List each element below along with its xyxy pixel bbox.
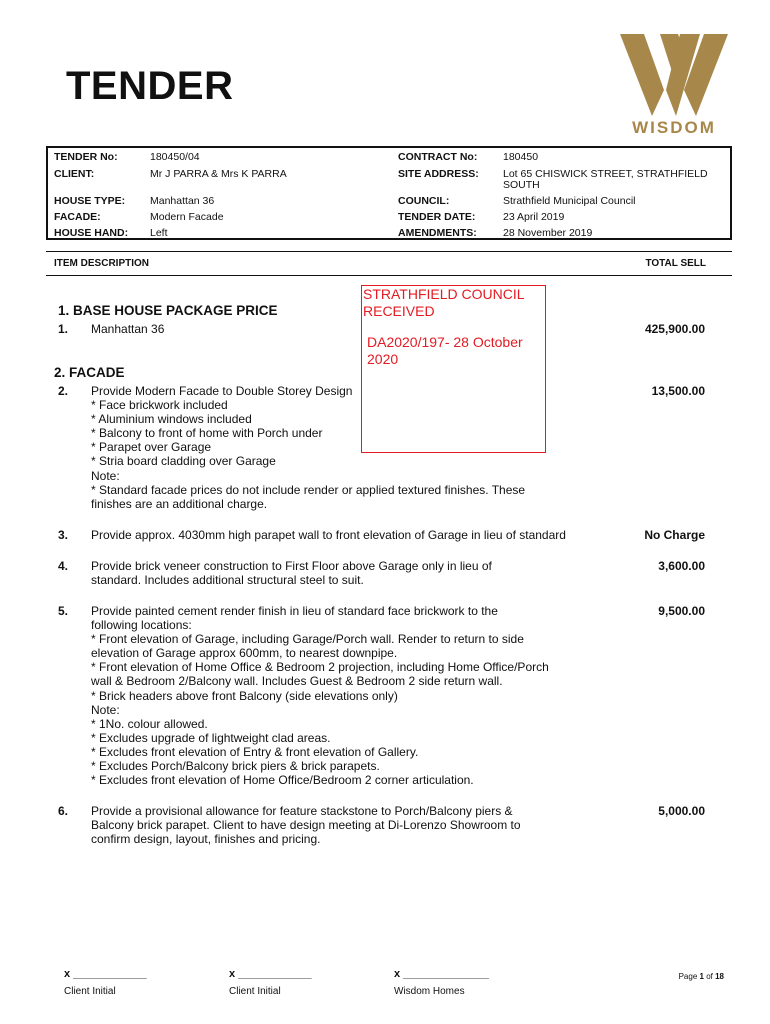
item-number: 6. — [58, 804, 69, 818]
item-description-header: ITEM DESCRIPTION — [54, 258, 150, 269]
house-hand-value: Left — [150, 227, 168, 239]
client-value: Mr J PARRA & Mrs K PARRA — [150, 168, 287, 180]
item-number: 4. — [58, 559, 69, 573]
stamp-line-1: STRATHFIELD COUNCIL — [363, 286, 525, 302]
house-type-label: HOUSE TYPE: — [54, 195, 126, 207]
client-label: CLIENT: — [54, 168, 95, 180]
council-label: COUNCIL: — [398, 195, 450, 207]
item-description: Provide Modern Facade to Double Storey Design * Face brickwork included * Aluminium windows included * Balcony to front of home with Porch under * Parapet over Garage * Stria board cladding over Garage Note: * Standard facade prices do not include render or applied textured finishes. These finishes are an additional charge. — [91, 384, 526, 511]
item-price: 9,500.00 — [658, 604, 705, 618]
tender-date-value: 23 April 2019 — [503, 211, 565, 223]
item-description: Manhattan 36 — [91, 322, 165, 336]
item-number: 1. — [58, 322, 69, 336]
amendments-value: 28 November 2019 — [503, 227, 593, 239]
amendments-label: AMENDMENTS: — [398, 227, 477, 239]
wisdom-logo — [620, 34, 728, 136]
stamp-line-3: DA2020/197- 28 October — [367, 334, 523, 350]
site-address-line2: SOUTH — [503, 179, 540, 191]
item-price: 425,900.00 — [644, 322, 705, 336]
site-address-line1: Lot 65 CHISWICK STREET, STRATHFIELD — [503, 168, 708, 180]
column-header-top-rule — [46, 251, 732, 252]
tender-no-value: 180450/04 — [150, 151, 200, 163]
document-title: TENDER — [66, 64, 234, 108]
page-number: Page 1 of 18 — [678, 972, 724, 981]
item-price: 3,600.00 — [658, 559, 705, 573]
column-header-bottom-rule — [46, 275, 732, 276]
item-price: 13,500.00 — [651, 384, 705, 398]
client-initial-label-1: Client Initial — [64, 986, 116, 997]
client-initial-signature-line-2[interactable]: x ____________ — [229, 968, 312, 980]
item-description: Provide painted cement render finish in lieu of standard face brickwork to the following locations: * Front elevation of Garage, including Garage/Porch wall. Render to return to side elevation of Garage approx 600mm, to nearest downpipe. * Front elevation of Home Office & Bedroom 2 projection, including Home Office/Porch wall & Bedroom 2/Balcony wall. Includes Guest & Bedroom 2 side return wall. * Brick headers above front Balcony (side elevations only) Note: * 1No. colour allowed. * Excludes upgrade of lightweight clad areas. * Excludes front elevation of Entry & front elevation of Gallery. * Excludes Porch/Balcony brick piers & brick parapets. * Excludes front elevation of Home Office/Bedroom 2 corner articulation. — [91, 604, 549, 788]
house-type-value: Manhattan 36 — [150, 195, 215, 207]
contract-no-label: CONTRACT No: — [398, 151, 478, 163]
item-description: Provide a provisional allowance for feature stackstone to Porch/Balcony piers & Balcony brick parapet. Client to have design meeting at Di-Lorenzo Showroom to confirm design, layout, finishes and pricing. — [91, 804, 521, 847]
wisdom-homes-signature-line[interactable]: x ______________ — [394, 968, 489, 980]
section-facade: 2. FACADE — [54, 365, 125, 380]
item-number: 2. — [58, 384, 69, 398]
total-sell-header: TOTAL SELL — [645, 258, 706, 269]
item-number: 3. — [58, 528, 69, 542]
client-initial-signature-line-1[interactable]: x ____________ — [64, 968, 147, 980]
facade-label: FACADE: — [54, 211, 101, 223]
tender-date-label: TENDER DATE: — [398, 211, 476, 223]
item-number: 5. — [58, 604, 69, 618]
contract-no-value: 180450 — [503, 151, 539, 163]
item-price: 5,000.00 — [658, 804, 705, 818]
section-base-house: 1. BASE HOUSE PACKAGE PRICE — [58, 303, 278, 318]
house-hand-label: HOUSE HAND: — [54, 227, 129, 239]
site-address-label: SITE ADDRESS: — [398, 168, 479, 180]
council-value: Strathfield Municipal Council — [503, 195, 636, 207]
facade-value: Modern Facade — [150, 211, 224, 223]
logo-wordmark: WISDOM — [632, 118, 716, 137]
stamp-line-4: 2020 — [367, 351, 399, 367]
wisdom-w-mark-icon — [620, 34, 728, 118]
client-initial-label-2: Client Initial — [229, 986, 281, 997]
tender-info-table — [46, 146, 732, 240]
tender-no-label: TENDER No: — [54, 151, 118, 163]
item-description: Provide approx. 4030mm high parapet wall to front elevation of Garage in lieu of standard — [91, 528, 566, 542]
wisdom-homes-label: Wisdom Homes — [394, 986, 465, 997]
item-description: Provide brick veneer construction to First Floor above Garage only in lieu of standard. Includes additional structural steel to suit. — [91, 559, 492, 588]
item-price: No Charge — [644, 528, 705, 542]
stamp-line-2: RECEIVED — [363, 303, 435, 319]
